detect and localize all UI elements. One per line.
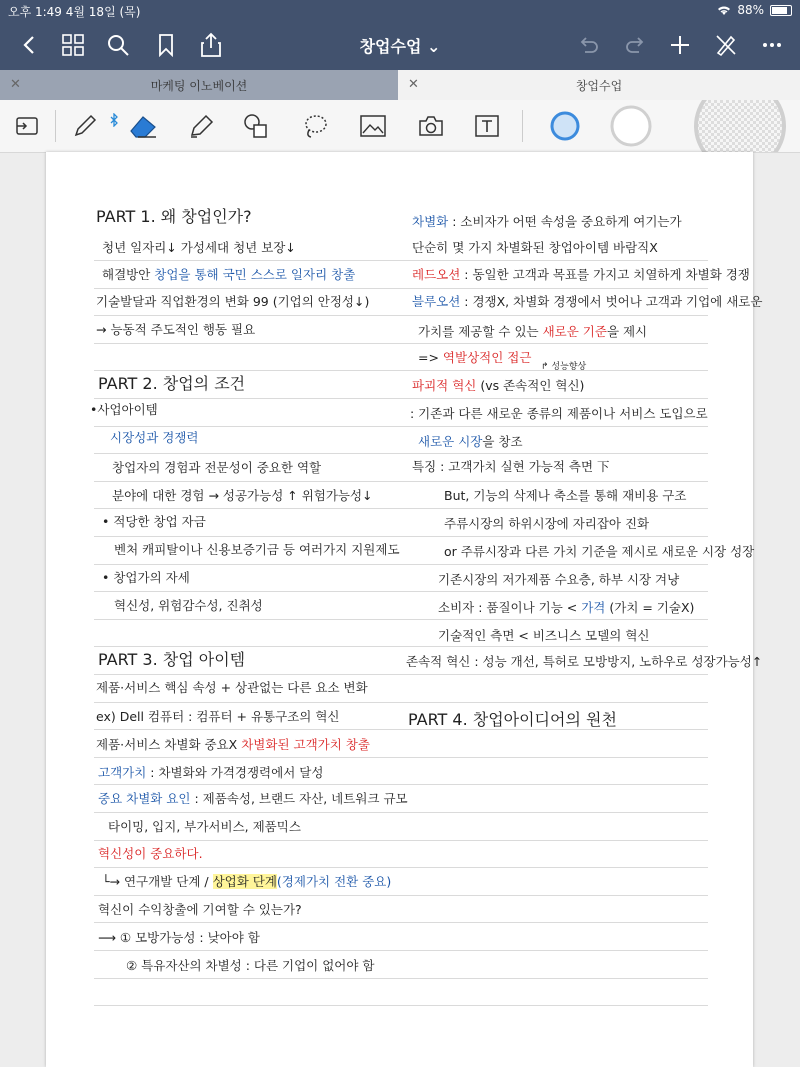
red-ink-text: 파괴적 혁신 <box>412 378 477 393</box>
blue-ink-text: 차별화 <box>412 214 449 229</box>
ruled-line <box>408 619 708 620</box>
note-line <box>410 406 708 422</box>
undo-icon[interactable] <box>574 30 604 60</box>
eraser-icon[interactable] <box>128 112 158 140</box>
drawing-toolbar <box>0 100 800 153</box>
ruled-line <box>94 729 409 730</box>
note-line <box>110 430 199 446</box>
note-line <box>112 460 321 476</box>
blue-ink-text: 중요 차별화 요인 <box>98 791 191 806</box>
ruled-line <box>94 370 409 371</box>
note-text: ↱ 성능향상 <box>541 362 587 372</box>
red-ink-text: 새로운 기준 <box>542 324 607 339</box>
note-text: 주류시장의 하위시장에 자리잡아 진화 <box>444 516 650 531</box>
note-line <box>96 709 339 725</box>
ruled-line <box>94 922 409 923</box>
ruled-line <box>408 426 708 427</box>
note-text: 가치를 제공할 수 있는 <box>418 324 543 339</box>
note-text: But, 기능의 삭제나 축소를 통해 재비용 구조 <box>444 488 687 503</box>
note-text: 청년 일자리↓ 가성세대 청년 보장↓ <box>102 240 296 255</box>
ruled-line <box>408 315 708 316</box>
note-text: 특징 : 고객가치 실현 가능적 측면 下 <box>412 459 610 474</box>
note-text: PART 3. 창업 아이템 <box>98 650 246 669</box>
note-text: → 능동적 주도적인 행동 필요 <box>96 322 256 337</box>
ruled-line <box>94 260 409 261</box>
ruled-line <box>408 784 708 785</box>
note-line <box>412 378 584 394</box>
note-text: ex) Dell 컴퓨터 : 컴퓨터 + 유통구조의 혁신 <box>96 709 340 724</box>
add-page-icon[interactable] <box>665 30 695 60</box>
ruled-line <box>94 288 409 289</box>
note-line <box>412 240 658 256</box>
ruled-line <box>94 591 409 592</box>
note-text: ② 특유자산의 차별성 : 다른 기업이 없어야 함 <box>126 958 375 973</box>
note-line <box>98 930 260 946</box>
red-ink-text: 차별화된 고객가치 창출 <box>241 737 370 752</box>
note-text: 존속적 혁신 : 성능 개선, 특허로 모방방지, 노하우로 성장가능성↑ <box>406 654 763 669</box>
ruled-line <box>94 398 409 399</box>
document-title[interactable]: 창업수업 ⌄ <box>359 37 441 56</box>
ruled-line <box>408 646 708 647</box>
note-text: : 기존과 다른 새로운 종류의 제품이나 서비스 도입으로 <box>410 406 708 421</box>
note-line <box>412 294 762 310</box>
ruled-line <box>94 564 409 565</box>
note-text: or 주류시장과 다른 가치 기준을 제시로 새로운 시장 성장 <box>444 544 755 559</box>
blue-ink-text: 가격 <box>581 600 606 615</box>
pen-icon[interactable] <box>70 112 100 140</box>
note-line <box>96 322 255 338</box>
edit-toggle-icon[interactable] <box>711 30 741 60</box>
note-text: PART 2. 창업의 조건 <box>98 374 246 393</box>
ruled-line <box>408 729 708 730</box>
ruled-line <box>94 812 409 813</box>
ruled-line <box>94 1005 409 1006</box>
ruled-line <box>408 867 708 868</box>
note-line <box>114 542 400 558</box>
note-line <box>408 712 617 728</box>
note-line <box>406 654 762 670</box>
ruled-line <box>94 315 409 316</box>
ruled-line <box>408 453 708 454</box>
note-line <box>98 376 245 392</box>
read-mode-icon[interactable] <box>12 112 42 140</box>
note-text: 을 창조 <box>482 434 523 449</box>
note-line <box>126 958 375 974</box>
note-text: => <box>418 350 443 365</box>
shapes-icon[interactable] <box>241 112 271 140</box>
ruled-line <box>94 343 409 344</box>
ruled-line <box>94 702 409 703</box>
ruled-line <box>408 812 708 813</box>
highlighter-icon[interactable] <box>186 112 216 140</box>
note-text: : 제품속성, 브랜드 자산, 네트워크 규모 <box>190 791 408 806</box>
note-text: 기술발달과 직업환경의 변화 99 (기업의 안정성↓) <box>96 294 370 309</box>
ruled-line <box>94 895 409 896</box>
ruled-line <box>408 288 708 289</box>
image-icon[interactable] <box>358 112 388 140</box>
red-ink-text: 역발상적인 접근 <box>442 350 532 365</box>
ruled-line <box>408 260 708 261</box>
close-tab-icon[interactable]: ✕ <box>10 77 21 92</box>
ruled-line <box>408 702 708 703</box>
top-bar <box>0 0 800 70</box>
ruled-line <box>94 453 409 454</box>
note-line <box>444 544 754 560</box>
note-text: 창업자의 경험과 전문성이 중요한 역할 <box>112 460 322 475</box>
note-text: 단순히 몇 가지 차별화된 창업아이템 바람직X <box>412 240 658 255</box>
note-line <box>438 572 679 588</box>
ruled-line <box>94 481 409 482</box>
tab-label: 마케팅 이노베이션 <box>150 78 248 93</box>
ruled-line <box>94 950 409 951</box>
note-text: 혁신이 수익창출에 기여할 수 있는가? <box>98 902 302 917</box>
note-line <box>98 765 323 781</box>
note-line <box>90 402 158 418</box>
more-icon[interactable] <box>757 30 787 60</box>
ruled-line <box>408 481 708 482</box>
note-line <box>96 294 369 310</box>
ruled-line <box>94 840 409 841</box>
redo-icon[interactable] <box>620 30 650 60</box>
bluetooth-icon <box>107 106 121 134</box>
ruled-line <box>94 757 409 758</box>
blue-ink-text: 블루오션 <box>412 294 461 309</box>
note-line <box>541 359 586 375</box>
note-line <box>98 791 408 807</box>
note-text: 기존시장의 저가제품 수요층, 하부 시장 겨냥 <box>438 572 680 587</box>
highlighted-text: 상업화 단계 <box>212 874 277 889</box>
note-line <box>98 846 203 862</box>
tab-startup-class[interactable] <box>398 70 800 100</box>
note-text: └→ 연구개발 단계 / <box>102 874 213 889</box>
note-line <box>412 214 682 230</box>
note-page[interactable] <box>46 152 763 1067</box>
note-text: 제품·서비스 차별화 중요X <box>96 737 242 752</box>
note-text: ⟶ ① 모방가능성 : 낮아야 함 <box>98 930 260 945</box>
document-tabs <box>0 70 800 100</box>
note-line <box>112 488 373 504</box>
note-line <box>96 737 370 753</box>
note-line <box>438 600 694 616</box>
red-ink-text: 혁신성이 중요하다. <box>98 846 203 861</box>
ruled-line <box>94 867 409 868</box>
note-line <box>102 874 391 890</box>
note-line <box>108 819 301 835</box>
ruled-line <box>408 840 708 841</box>
color-swatch-selected[interactable] <box>545 106 585 146</box>
ruled-line <box>94 619 409 620</box>
lasso-icon[interactable] <box>300 112 330 140</box>
note-text: : 동일한 고객과 목표를 가지고 치열하게 차별화 경쟁 <box>460 267 750 282</box>
text-box-icon[interactable] <box>472 112 502 140</box>
tab-marketing-innovation[interactable] <box>0 70 398 100</box>
blue-ink-text: 창업을 통해 국민 스스로 일자리 창출 <box>154 267 356 282</box>
note-line <box>114 598 263 614</box>
color-swatch-large[interactable] <box>690 100 800 152</box>
note-line <box>412 267 750 283</box>
note-text-tail: 을 제시 <box>606 324 648 339</box>
note-text: 소비자 : 품질이나 기능 < <box>438 600 582 615</box>
red-ink-text: 레드오션 <box>412 267 461 282</box>
note-text: •사업아이템 <box>90 402 158 417</box>
ruled-line <box>408 536 708 537</box>
note-text: : 소비자가 어떤 속성을 중요하게 여기는가 <box>448 214 682 229</box>
ruled-line <box>408 508 708 509</box>
ruled-line <box>408 978 708 979</box>
ruled-line <box>94 646 409 647</box>
ruled-line <box>408 1005 708 1006</box>
note-text: : 경쟁X, 차별화 경쟁에서 벗어나 고객과 기업에 새로운 <box>460 294 763 309</box>
nav-bar <box>0 22 800 68</box>
battery-icon <box>770 5 792 16</box>
blue-ink-text: 고객가치 <box>98 765 147 780</box>
note-line <box>418 434 523 450</box>
status-time-date: 오후 1:49 4월 18일 (목) <box>8 5 141 19</box>
note-line <box>418 350 531 366</box>
note-line <box>96 209 252 225</box>
note-line <box>444 488 686 504</box>
note-text: PART 4. 창업아이디어의 원천 <box>408 710 617 729</box>
ruled-line <box>94 426 409 427</box>
note-line <box>418 324 647 340</box>
note-text: PART 1. 왜 창업인가? <box>96 207 252 226</box>
close-tab-icon[interactable]: ✕ <box>408 77 419 92</box>
note-text: 제품·서비스 핵심 속성 + 상관없는 다른 요소 변화 <box>96 680 368 695</box>
camera-icon[interactable] <box>416 112 446 140</box>
ruled-line <box>408 757 708 758</box>
note-text: 혁신성, 위험감수성, 진취성 <box>114 598 263 613</box>
note-line <box>102 514 206 530</box>
note-line <box>102 570 190 586</box>
blue-ink-text: 시장성과 경쟁력 <box>110 430 199 445</box>
ruled-line <box>94 508 409 509</box>
note-text: • 창업가의 자세 <box>102 570 190 585</box>
battery-percent: 88% <box>737 3 764 17</box>
ruled-line <box>408 674 708 675</box>
note-line <box>438 628 649 644</box>
note-text-tail: (가치 = 기술X) <box>605 600 695 615</box>
ruled-line <box>94 536 409 537</box>
note-text: 타이밍, 입지, 부가서비스, 제품믹스 <box>108 819 301 834</box>
note-text: 분야에 대한 경험 → 성공가능성 ↑ 위험가능성↓ <box>112 488 373 503</box>
note-line <box>412 459 610 475</box>
note-line <box>96 680 368 696</box>
wifi-icon <box>717 5 731 16</box>
note-text: • 적당한 창업 자금 <box>102 514 206 529</box>
blue-ink-text: (경제가치 전환 중요) <box>276 874 392 889</box>
note-text: 해결방안 <box>102 267 155 282</box>
note-line <box>102 267 355 283</box>
color-swatch[interactable] <box>609 104 653 148</box>
note-line <box>444 516 649 532</box>
note-text: : 차별화와 가격경쟁력에서 달성 <box>146 765 324 780</box>
ruled-line <box>408 895 708 896</box>
note-line <box>98 652 245 668</box>
tab-label: 창업수업 <box>575 78 623 93</box>
ruled-line <box>408 922 708 923</box>
ruled-line <box>408 343 708 344</box>
status-bar <box>0 0 800 22</box>
note-line <box>102 240 296 256</box>
ruled-line <box>94 784 409 785</box>
blue-ink-text: 새로운 시장 <box>418 434 483 449</box>
note-text: (vs 존속적인 혁신) <box>476 378 585 393</box>
ruled-line <box>408 564 708 565</box>
ruled-line <box>408 950 708 951</box>
note-text: 기술적인 측면 < 비즈니스 모델의 혁신 <box>438 628 650 643</box>
note-line <box>98 902 302 918</box>
note-text: 벤처 캐피탈이나 신용보증기금 등 여러가지 지원제도 <box>114 542 400 557</box>
ruled-line <box>408 591 708 592</box>
ruled-line <box>408 398 708 399</box>
ruled-line <box>94 978 409 979</box>
ruled-line <box>94 674 409 675</box>
